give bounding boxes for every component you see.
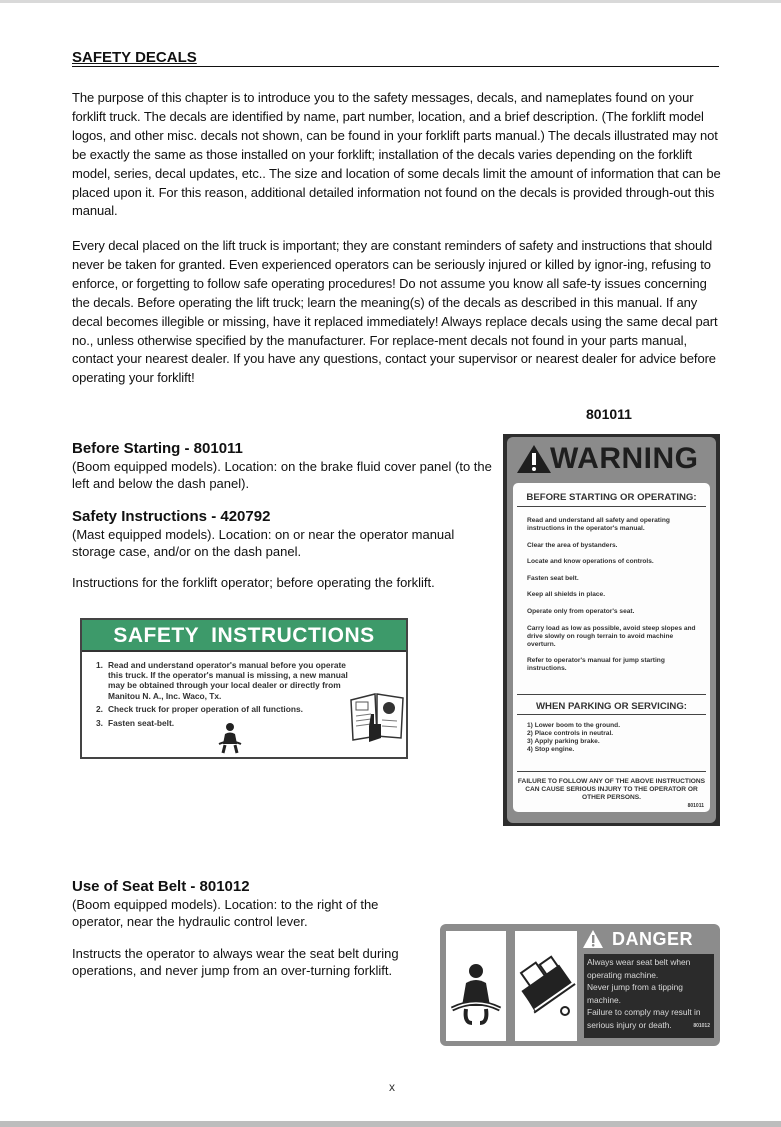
warning-decal [503, 434, 720, 826]
decal-code: 801011 [687, 803, 704, 809]
safety-instructions-heading: Safety Instructions - 420792 [72, 508, 271, 525]
parking-subheading: WHEN PARKING OR SERVICING: [535, 701, 688, 712]
safety-instructions-decal [80, 618, 408, 759]
danger-triangle-icon [582, 929, 604, 949]
failure-warning-text: FAILURE TO FOLLOW ANY OF THE ABOVE INSTRUCTIONS CAN CAUSE SERIOUS INJURY TO THE OPERATOR OR OTHER PERSONS. [517, 778, 706, 802]
safety-instructions-description: (Mast equipped models). Location: on or near the operator manual storage case, and/or on the dash panel. [72, 527, 455, 559]
divider [517, 694, 706, 695]
divider [517, 771, 706, 772]
parking-steps-list [527, 722, 620, 754]
list-item: 1. Read and understand operator's manual before you operate this truck. If the operator's manual is missing, a new manual may be obtained through your local dealer or directly from Manitou N. A., Inc. Waco, Tx. [96, 660, 348, 701]
manual-book-icon [347, 686, 407, 746]
warning-decal-number-label: 801011 [586, 406, 632, 422]
list-item: Locate and know operations of controls. [527, 558, 654, 566]
seat-belt-purpose: Instructs the operator to always wear the seat belt during operations, and never jump from an over-turning forklift. [72, 946, 399, 978]
list-item: 4) Stop engine. [527, 746, 575, 753]
list-item: 3. Fasten seat-belt. [96, 718, 175, 729]
section-title: SAFETY DECALS [72, 49, 719, 67]
list-item: Read and understand all safety and operating instructions in the operator's manual. [527, 517, 670, 532]
list-item: Clear the area of bystanders. [527, 541, 618, 549]
decal-code: 801012 [693, 1023, 710, 1030]
list-item: Fasten seat belt. [527, 574, 579, 582]
page-top-edge [0, 0, 781, 3]
seat-belt-heading: Use of Seat Belt - 801012 [72, 878, 250, 895]
list-item: 1) Lower boom to the ground. [527, 722, 621, 729]
tipping-machine-icon [515, 931, 577, 1041]
list-item: Carry load as low as possible, avoid steep slopes and drive slowly on rough terrain to avoid machine overturn. [527, 624, 696, 648]
divider [517, 506, 706, 507]
before-starting-description: (Boom equipped models). Location: on the brake fluid cover panel (to the left and below the dash panel). [72, 459, 492, 491]
importance-paragraph: Every decal placed on the lift truck is important; they are constant reminders of safety and instructions that should never be taken for granted. Even experienced operators can be seriously injured or killed by ignor-ing, refusing to enforce, or forgetting to follow safe operating procedures! Do not assume you know all safe-ty issues concerning the decals. Before operating the lift truck; learn the meaning(s) of the decals as described in this manual. If any decal becomes illegible or missing, have it replaced immediately! Always replace decals using the same decal part no., unless otherwise specified by the manufacturer. For replace-ment decals not found in your parts manual, contact your nearest dealer. If you have any questions, contact your supervisor or nearest dealer for advice before operating your forklift! [72, 238, 718, 386]
warning-triangle-icon [515, 443, 553, 475]
list-item: 3) Apply parking brake. [527, 738, 600, 745]
seat-belt-description: (Boom equipped models). Location: to the right of the operator, near the hydraulic control lever. [72, 897, 379, 929]
warning-title: WARNING [515, 443, 715, 475]
before-starting-subheading: BEFORE STARTING OR OPERATING: [526, 492, 697, 503]
list-item: 2. Check truck for proper operation of all functions. [96, 704, 303, 715]
list-item: Keep all shields in place. [527, 591, 606, 599]
warning-instructions-card [513, 483, 710, 812]
seat-belt-icon [217, 722, 243, 754]
seat-belt-pictogram [446, 931, 506, 1041]
danger-message: Always wear seat belt when operating machine. Never jump from a tipping machine. Failure to comply may result in serious injury or death. 801012 [584, 954, 714, 1038]
danger-title: DANGER [582, 927, 717, 951]
warning-items-list [527, 517, 702, 682]
divider [517, 714, 706, 715]
list-item: 2) Place controls in neutral. [527, 730, 614, 737]
tip-over-pictogram [515, 931, 577, 1041]
intro-paragraph: The purpose of this chapter is to introduce you to the safety messages, decals, and nameplates found on your forklift truck. The decals are identified by name, part number, location, and a brief description. (The forklift model logos, and other misc. decals not shown, can be found in your forklift parts manual.) The decals illustrated may not be exactly the same as those installed on your forklift; installation of the decals varies depending on the forklift model, series, decal updates, etc.. The size and location of some decals limit the amount of information that can be placed upon it. For this reason, additional detailed information not found on the decals is provided through-out this manual. [72, 90, 721, 219]
page-number: x [389, 1080, 395, 1094]
list-item: Refer to operator's manual for jump starting instructions. [527, 657, 665, 673]
before-starting-heading: Before Starting - 801011 [72, 440, 243, 457]
safety-instructions-purpose: Instructions for the forklift operator; before operating the forklift. [72, 575, 435, 590]
danger-decal [440, 924, 720, 1046]
warning-decal-body [507, 437, 716, 823]
list-item: Operate only from operator's seat. [527, 607, 635, 615]
safety-instructions-decal-title: SAFETY INSTRUCTIONS [82, 620, 406, 652]
seated-operator-icon [446, 931, 506, 1041]
page-bottom-edge [0, 1121, 781, 1127]
